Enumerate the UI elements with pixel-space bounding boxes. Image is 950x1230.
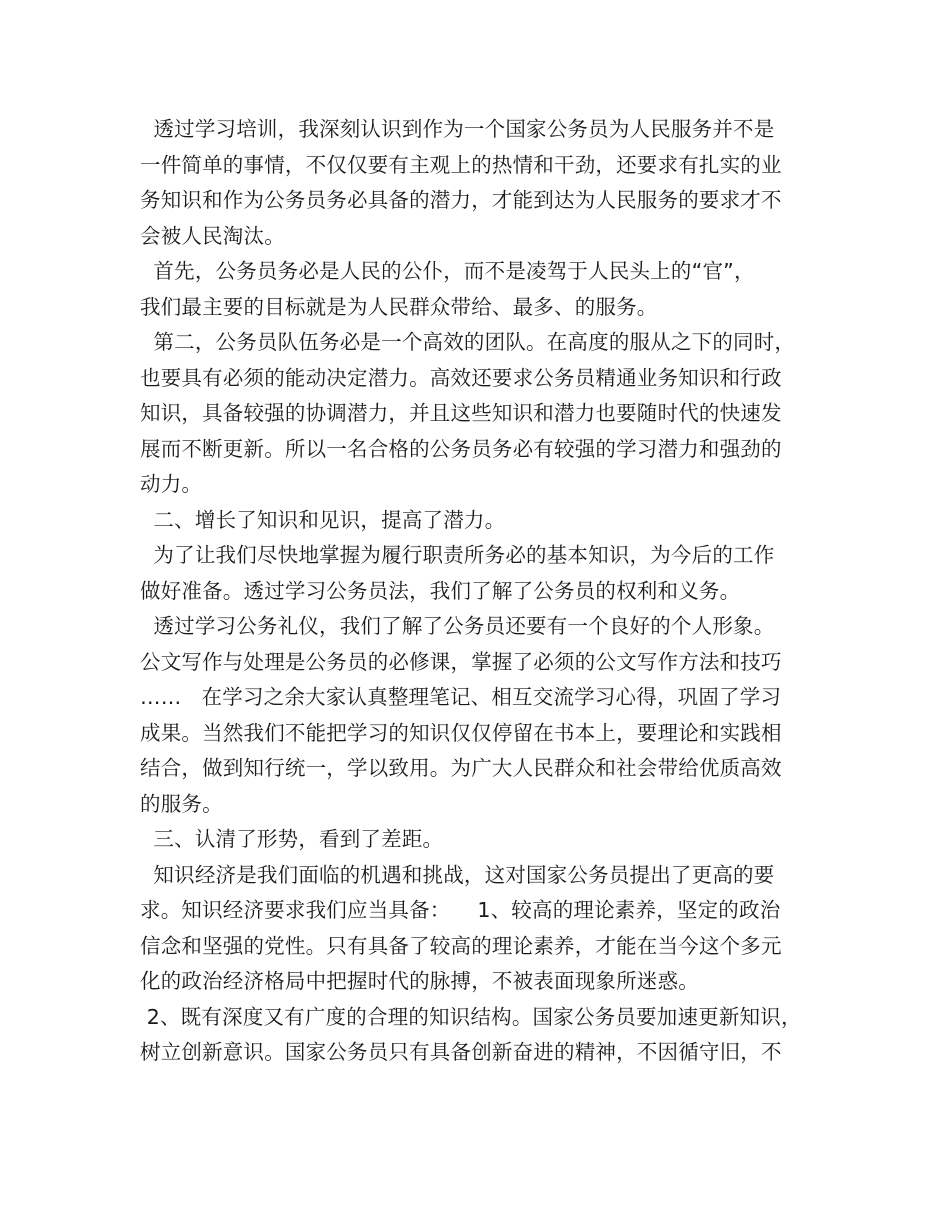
text-line: 做好准备。透过学习公务员法，我们了解了公务员的权利和义务。: [140, 578, 741, 603]
text-line: 知识经济是我们面临的机遇和挑战，这对国家公务员提出了更高的要: [140, 862, 775, 887]
text-line: 树立创新意识。国家公务员只有具备创新奋进的精神，不因循守旧，不: [140, 1040, 782, 1064]
text-line: 的服务。: [140, 791, 223, 816]
text-line: 会被人民淘汰。: [140, 223, 285, 248]
text-line: 透过学习培训，我深刻认识到作为一个国家公务员为人民服务并不是: [140, 117, 775, 141]
text-line: …… 在学习之余大家认真整理笔记、相互交流学习心得，巩固了学习: [140, 685, 782, 709]
text-line: 知识，具备较强的协调潜力，并且这些知识和潜力也要随时代的快速发: [140, 401, 782, 425]
section-heading: 三、认清了形势，看到了差距。: [140, 827, 444, 851]
text-line: 为了让我们尽快地掌握为履行职责所务必的基本知识，为今后的工作: [140, 543, 775, 567]
text-line: 求。知识经济要求我们应当具备： 1、较高的理论素养，坚定的政治: [140, 898, 781, 922]
text-line: 第二，公务员队伍务必是一个高效的团队。在高度的服从之下的同时，: [140, 330, 796, 354]
text-line: 2、既有深度又有广度的合理的知识结构。国家公务员要加速更新知识，: [140, 1004, 802, 1029]
text-line: 展而不断更新。所以一名合格的公务员务必有较强的学习潜力和强劲的: [140, 436, 782, 461]
text-line: 结合，做到知行统一，学以致用。为广大人民群众和社会带给优质高效: [140, 756, 782, 780]
text-line: 化的政治经济格局中把握时代的脉搏，不被表面现象所迷惑。: [140, 969, 699, 993]
text-line: 公文写作与处理是公务员的必修课，掌握了必须的公文写作方法和技巧: [140, 649, 782, 674]
text-line: 首先，公务员务必是人民的公仆，而不是凌驾于人民头上的“官”，: [140, 259, 755, 283]
text-line: 务知识和作为公务员务必具备的潜力，才能到达为人民服务的要求才不: [140, 188, 782, 212]
text-line: 透过学习公务礼仪，我们了解了公务员还要有一个良好的个人形象。: [140, 614, 775, 638]
body-text: [140, 112, 830, 1071]
section-heading: 二、增长了知识和见识，提高了潜力。: [140, 507, 506, 532]
text-line: 动力。: [140, 472, 203, 496]
text-line: 信念和坚强的党性。只有具备了较高的理论素养，才能在当今这个多元: [140, 933, 782, 958]
text-line: 我们最主要的目标就是为人民群众带给、最多、的服务。: [140, 294, 658, 319]
text-line: 也要具有必须的能动决定潜力。高效还要求公务员精通业务知识和行政: [140, 365, 782, 390]
text-line: 一件简单的事情，不仅仅要有主观上的热情和干劲，还要求有扎实的业: [140, 152, 782, 177]
text-line: 成果。当然我们不能把学习的知识仅仅停留在书本上，要理论和实践相: [140, 720, 782, 745]
